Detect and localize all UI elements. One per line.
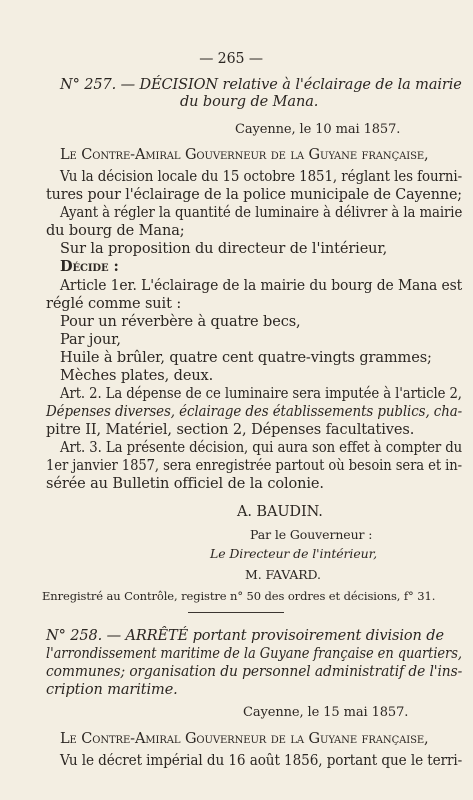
body-line-article3: Art. 3. La présente décision, qui aura son effet à compter du [60,440,463,456]
decision-title-line2: du bourg de Mana. [180,94,319,110]
decision-preamble: Le Contre-Amiral Gouverneur de la Guyane française, [60,147,429,163]
arrete-title-line3: communes; organisation du personnel administratif de l'ins- [46,664,463,680]
body-line-5: Sur la proposition du directeur de l'intérieur, [60,241,388,257]
section-divider [188,612,284,613]
body-line-17: 1er janvier 1857, sera enregistrée partout où besoin sera et in- [46,458,462,474]
body-line-3: Ayant à régler la quantité de luminaire à délivrer à la mairie [60,205,463,221]
directeur-title: Le Directeur de l'intérieur, [210,546,377,561]
arrete-title-line4: cription maritime. [46,682,178,698]
body-line-14: Dépenses diverses, éclairage des établissements publics, cha- [46,404,463,420]
body-line-article2: Art. 2. La dépense de ce luminaire sera imputée à l'article 2, [60,386,462,402]
body-line-18: sérée au Bulletin officiel de la colonie. [46,476,324,492]
decision-title-line1: N° 257. — DÉCISION relative à l'éclairage de la mairie [60,77,462,93]
body-line-decide: Décide : [60,258,119,275]
body-line-article1: Article 1er. L'éclairage de la mairie du bourg de Mana est [60,278,463,294]
arrete-title-line2: l'arrondissement maritime de la Guyane française en quartiers, [46,646,462,662]
arrete-first-line: Vu le décret impérial du 16 août 1856, portant que le terri- [60,753,463,769]
body-line-9: Pour un réverbère à quatre becs, [60,314,301,330]
arrete-preamble: Le Contre-Amiral Gouverneur de la Guyane française, [60,731,429,747]
arrete-date: Cayenne, le 15 mai 1857. [243,705,409,720]
registration-note: Enregistré au Contrôle, registre n° 50 des ordres et décisions, f° 31. [42,589,436,603]
body-line-4: du bourg de Mana; [46,223,185,239]
signature: A. BAUDIN. [237,504,323,520]
decision-date: Cayenne, le 10 mai 1857. [235,122,401,137]
body-line-15: pitre II, Matériel, section 2, Dépenses facultatives. [46,422,415,438]
directeur-name: M. FAVARD. [245,567,321,582]
body-line-2: tures pour l'éclairage de la police municipale de Cayenne; [46,187,463,203]
arrete-title-line1: N° 258. — ARRÊTÉ portant provisoirement division de [46,628,444,644]
body-line-11: Huile à brûler, quatre cent quatre-vingts grammes; [60,350,432,366]
page-number: — 265 — [199,51,263,67]
body-line-12: Mèches plates, deux. [60,368,214,384]
body-line-8: réglé comme suit : [46,296,182,312]
body-line-10: Par jour, [60,332,121,348]
body-line-1: Vu la décision locale du 15 octobre 1851, réglant les fourni- [60,169,463,185]
par-le-gouverneur: Par le Gouverneur : [250,527,373,542]
